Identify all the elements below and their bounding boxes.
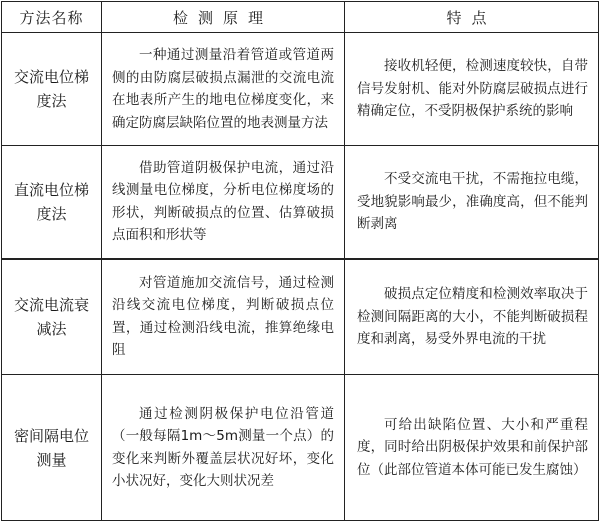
table-row bbox=[2, 375, 599, 521]
principle-cell: 对管道施加交流信号，通过检测沿线交流电位梯度，判断破损点位置，通过检测沿线电流，推算绝缘电阻 bbox=[102, 259, 345, 375]
method-name-cell: 交流电位梯度法 bbox=[2, 33, 102, 146]
principle-cell: 通过检测阴极保护电位沿管道（一般每隔1m～5m测量一个点）的变化来判断外覆盖层状况好坏，变化小状况好，变化大则状况差 bbox=[102, 375, 345, 521]
table-header-row bbox=[2, 2, 599, 33]
table-row bbox=[2, 146, 599, 259]
header-principle: 检测原理 bbox=[102, 2, 345, 33]
feature-cell: 破损点定位精度和检测效率取决于检测间隔距离的大小，不能判断破损程度和剥离，易受外界电流的干扰 bbox=[345, 259, 599, 375]
feature-cell: 不受交流电干扰，不需拖拉电缆，受地貌影响最少，准确度高，但不能判断剥离 bbox=[345, 146, 599, 259]
principle-cell: 一种通过测量沿着管道或管道两侧的由防腐层破损点漏泄的交流电流在地表所产生的地电位梯度变化，来确定防腐层缺陷位置的地表测量方法 bbox=[102, 33, 345, 146]
feature-cell: 可给出缺陷位置、大小和严重程度，同时给出阴极保护效果和前保护部位（此部位管道本体可能已发生腐蚀） bbox=[345, 375, 599, 521]
method-name-cell: 密间隔电位测量 bbox=[2, 375, 102, 521]
method-name-cell: 交流电流衰减法 bbox=[2, 259, 102, 375]
feature-cell: 接收机轻便，检测速度较快，自带信号发射机、能对外防腐层破损点进行精确定位，不受阴极保护系统的影响 bbox=[345, 33, 599, 146]
principle-cell: 借助管道阴极保护电流，通过沿线测量电位梯度，分析电位梯度场的形状，判断破损点的位置、估算破损点面积和形状等 bbox=[102, 146, 345, 259]
methods-table-container bbox=[1, 1, 598, 519]
header-method: 方法名称 bbox=[2, 2, 102, 33]
header-feature: 特点 bbox=[345, 2, 599, 33]
methods-table bbox=[1, 1, 599, 521]
table-row bbox=[2, 259, 599, 375]
method-name-cell: 直流电位梯度法 bbox=[2, 146, 102, 259]
table-row bbox=[2, 33, 599, 146]
